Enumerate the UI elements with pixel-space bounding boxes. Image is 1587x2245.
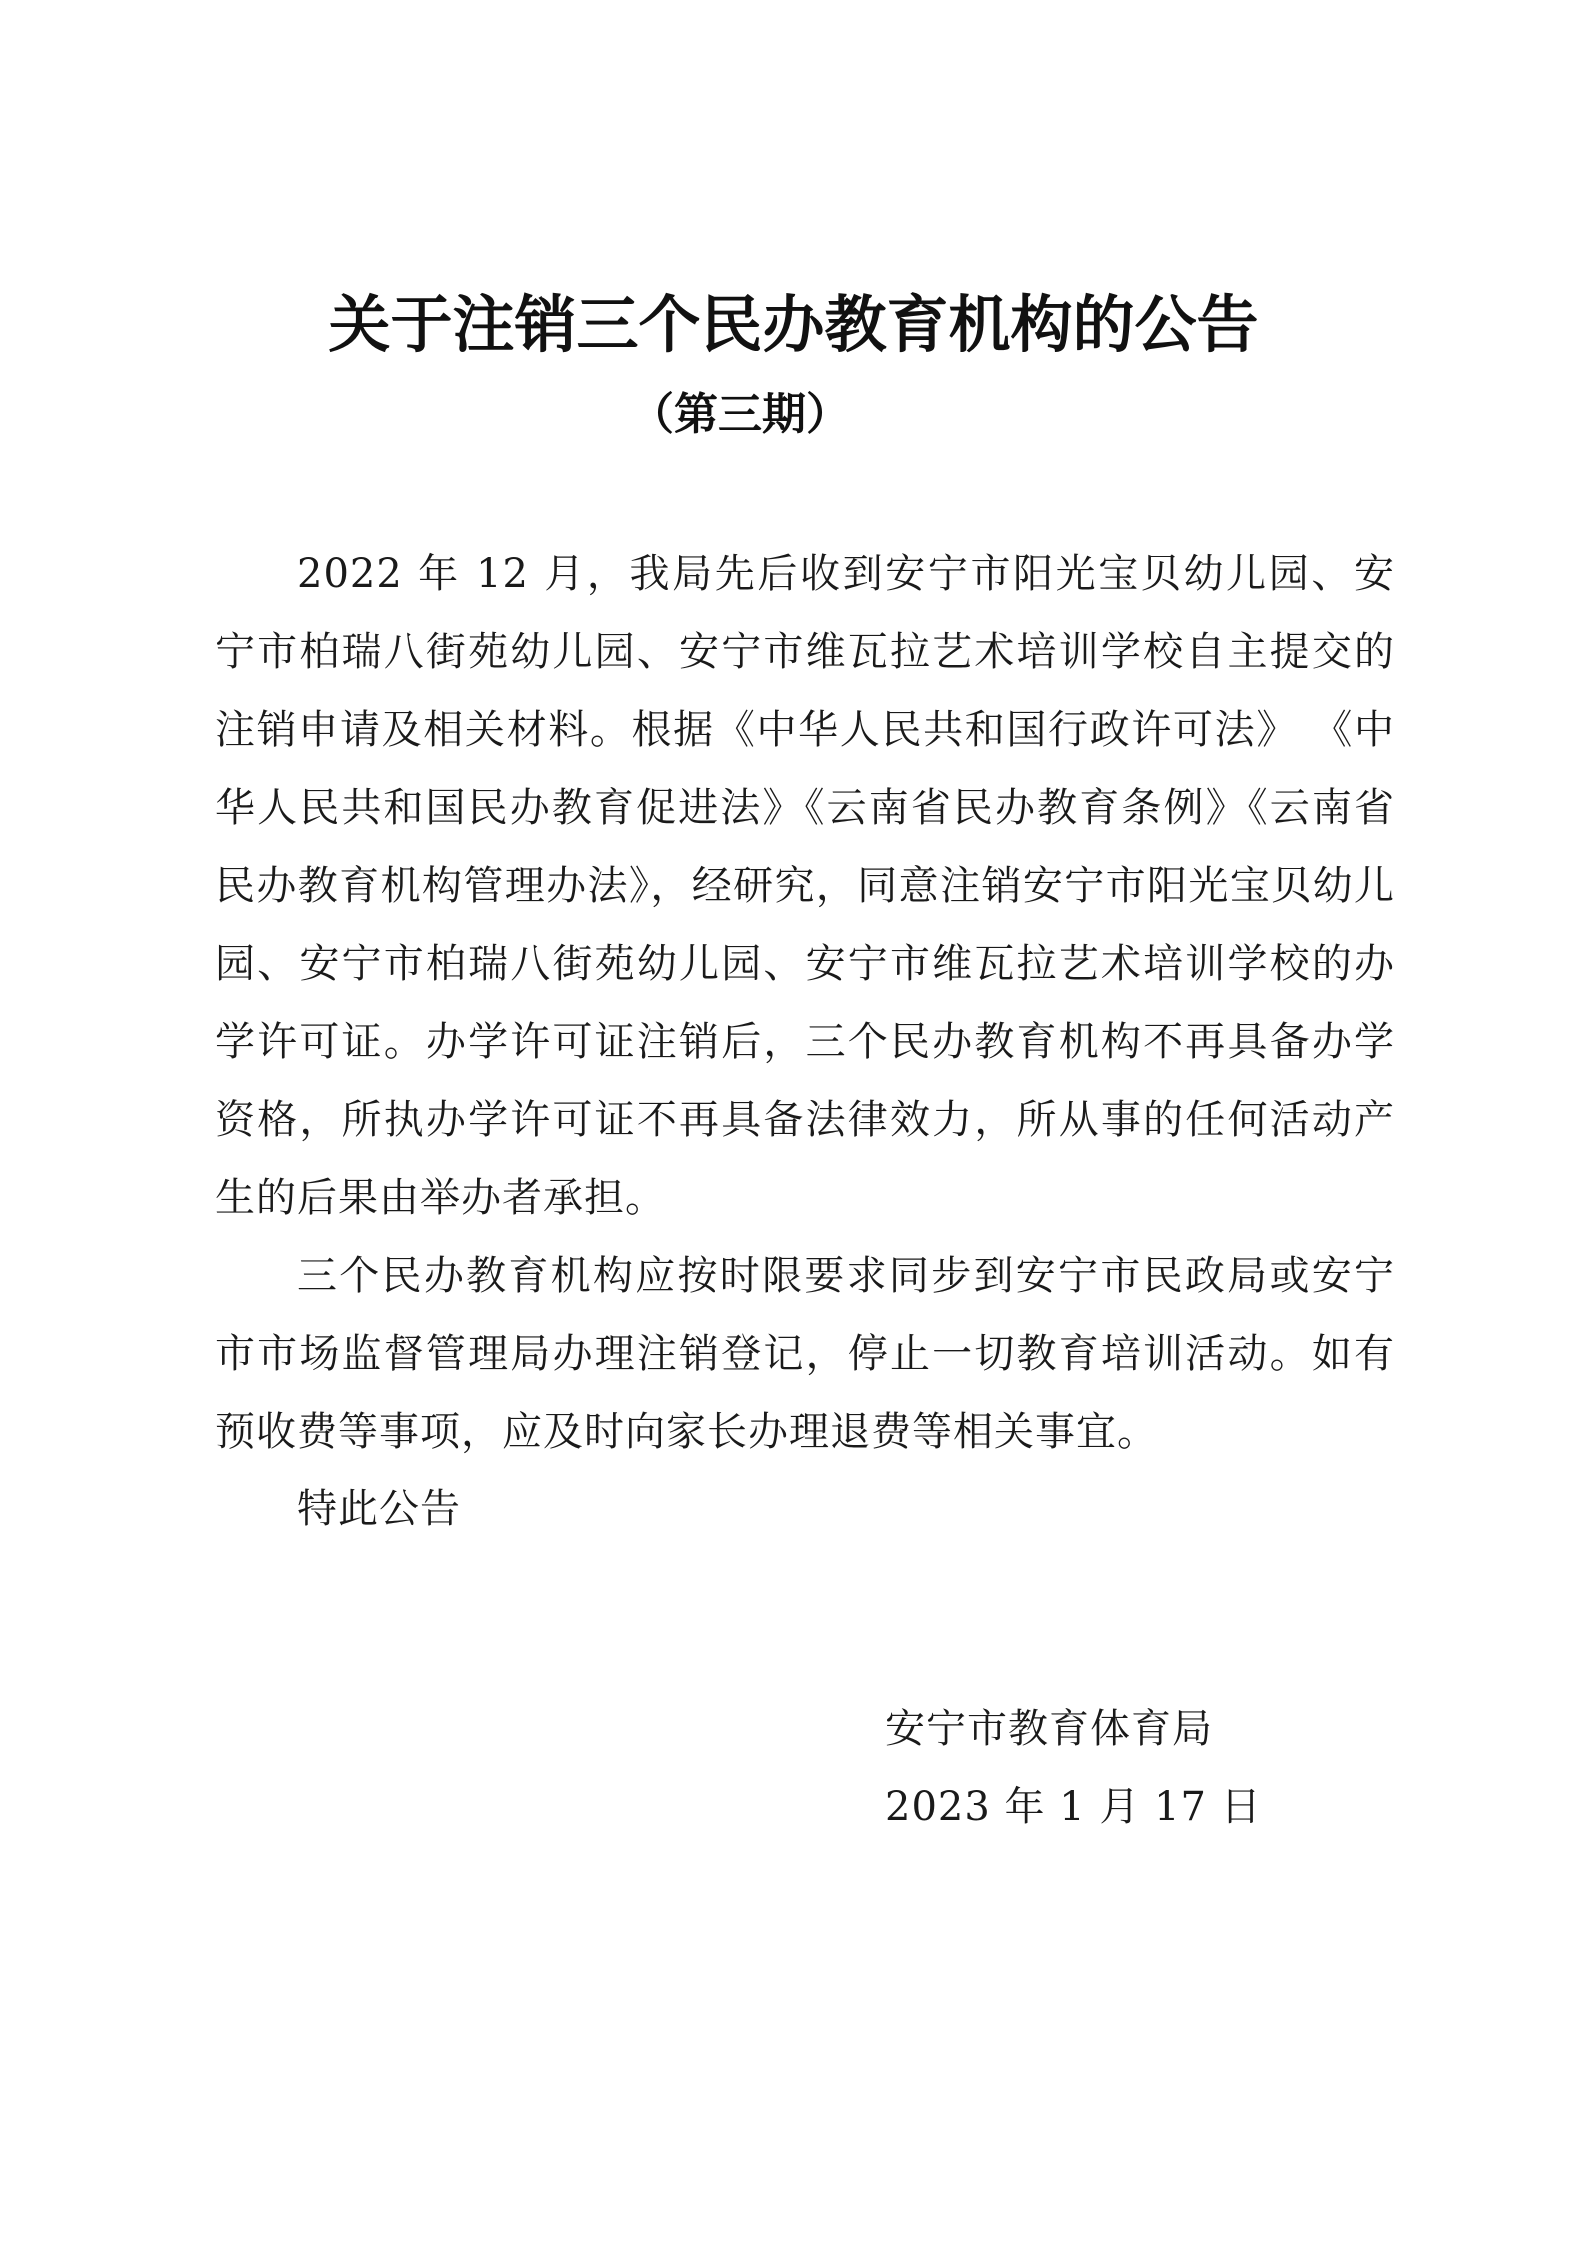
document-body — [215, 535, 1395, 1471]
document-title: 关于注销三个民办教育机构的公告 — [328, 288, 1259, 361]
body-paragraph-1: 2022 年 12 月，我局先后收到安宁市阳光宝贝幼儿园、安宁市柏瑞八街苑幼儿园、安宁市维瓦拉艺术培训学校自主提交的注销申请及相关材料。根据《中华人民共和国行政许可法》 《中华人民共和国民办教育促进法》《云南省民办教育条例》《云南省民办教育机构管理办法》，经研究，同意注销安宁市阳光宝贝幼儿园、安宁市柏瑞八街苑幼儿园、安宁市维瓦拉艺术培训学校的办学许可证。办学许可证注销后，三个民办教育机构不再具备办学资格，所执办学许可证不再具备法律效力，所从事的任何活动产生的后果由举办者承担。 — [215, 551, 1395, 1221]
body-paragraph-2: 三个民办教育机构应按时限要求同步到安宁市民政局或安宁市市场监督管理局办理注销登记，停止一切教育培训活动。如有预收费等事项，应及时向家长办理退费等相关事宜。 — [215, 1253, 1395, 1455]
issue-date: 2023 年 1 月 17 日 — [885, 1784, 1262, 1830]
signature-block — [885, 1690, 1262, 1846]
issuer-name: 安宁市教育体育局 — [885, 1706, 1213, 1752]
document-subtitle: （第三期） — [630, 389, 850, 440]
closing-statement: 特此公告 — [297, 1486, 461, 1532]
